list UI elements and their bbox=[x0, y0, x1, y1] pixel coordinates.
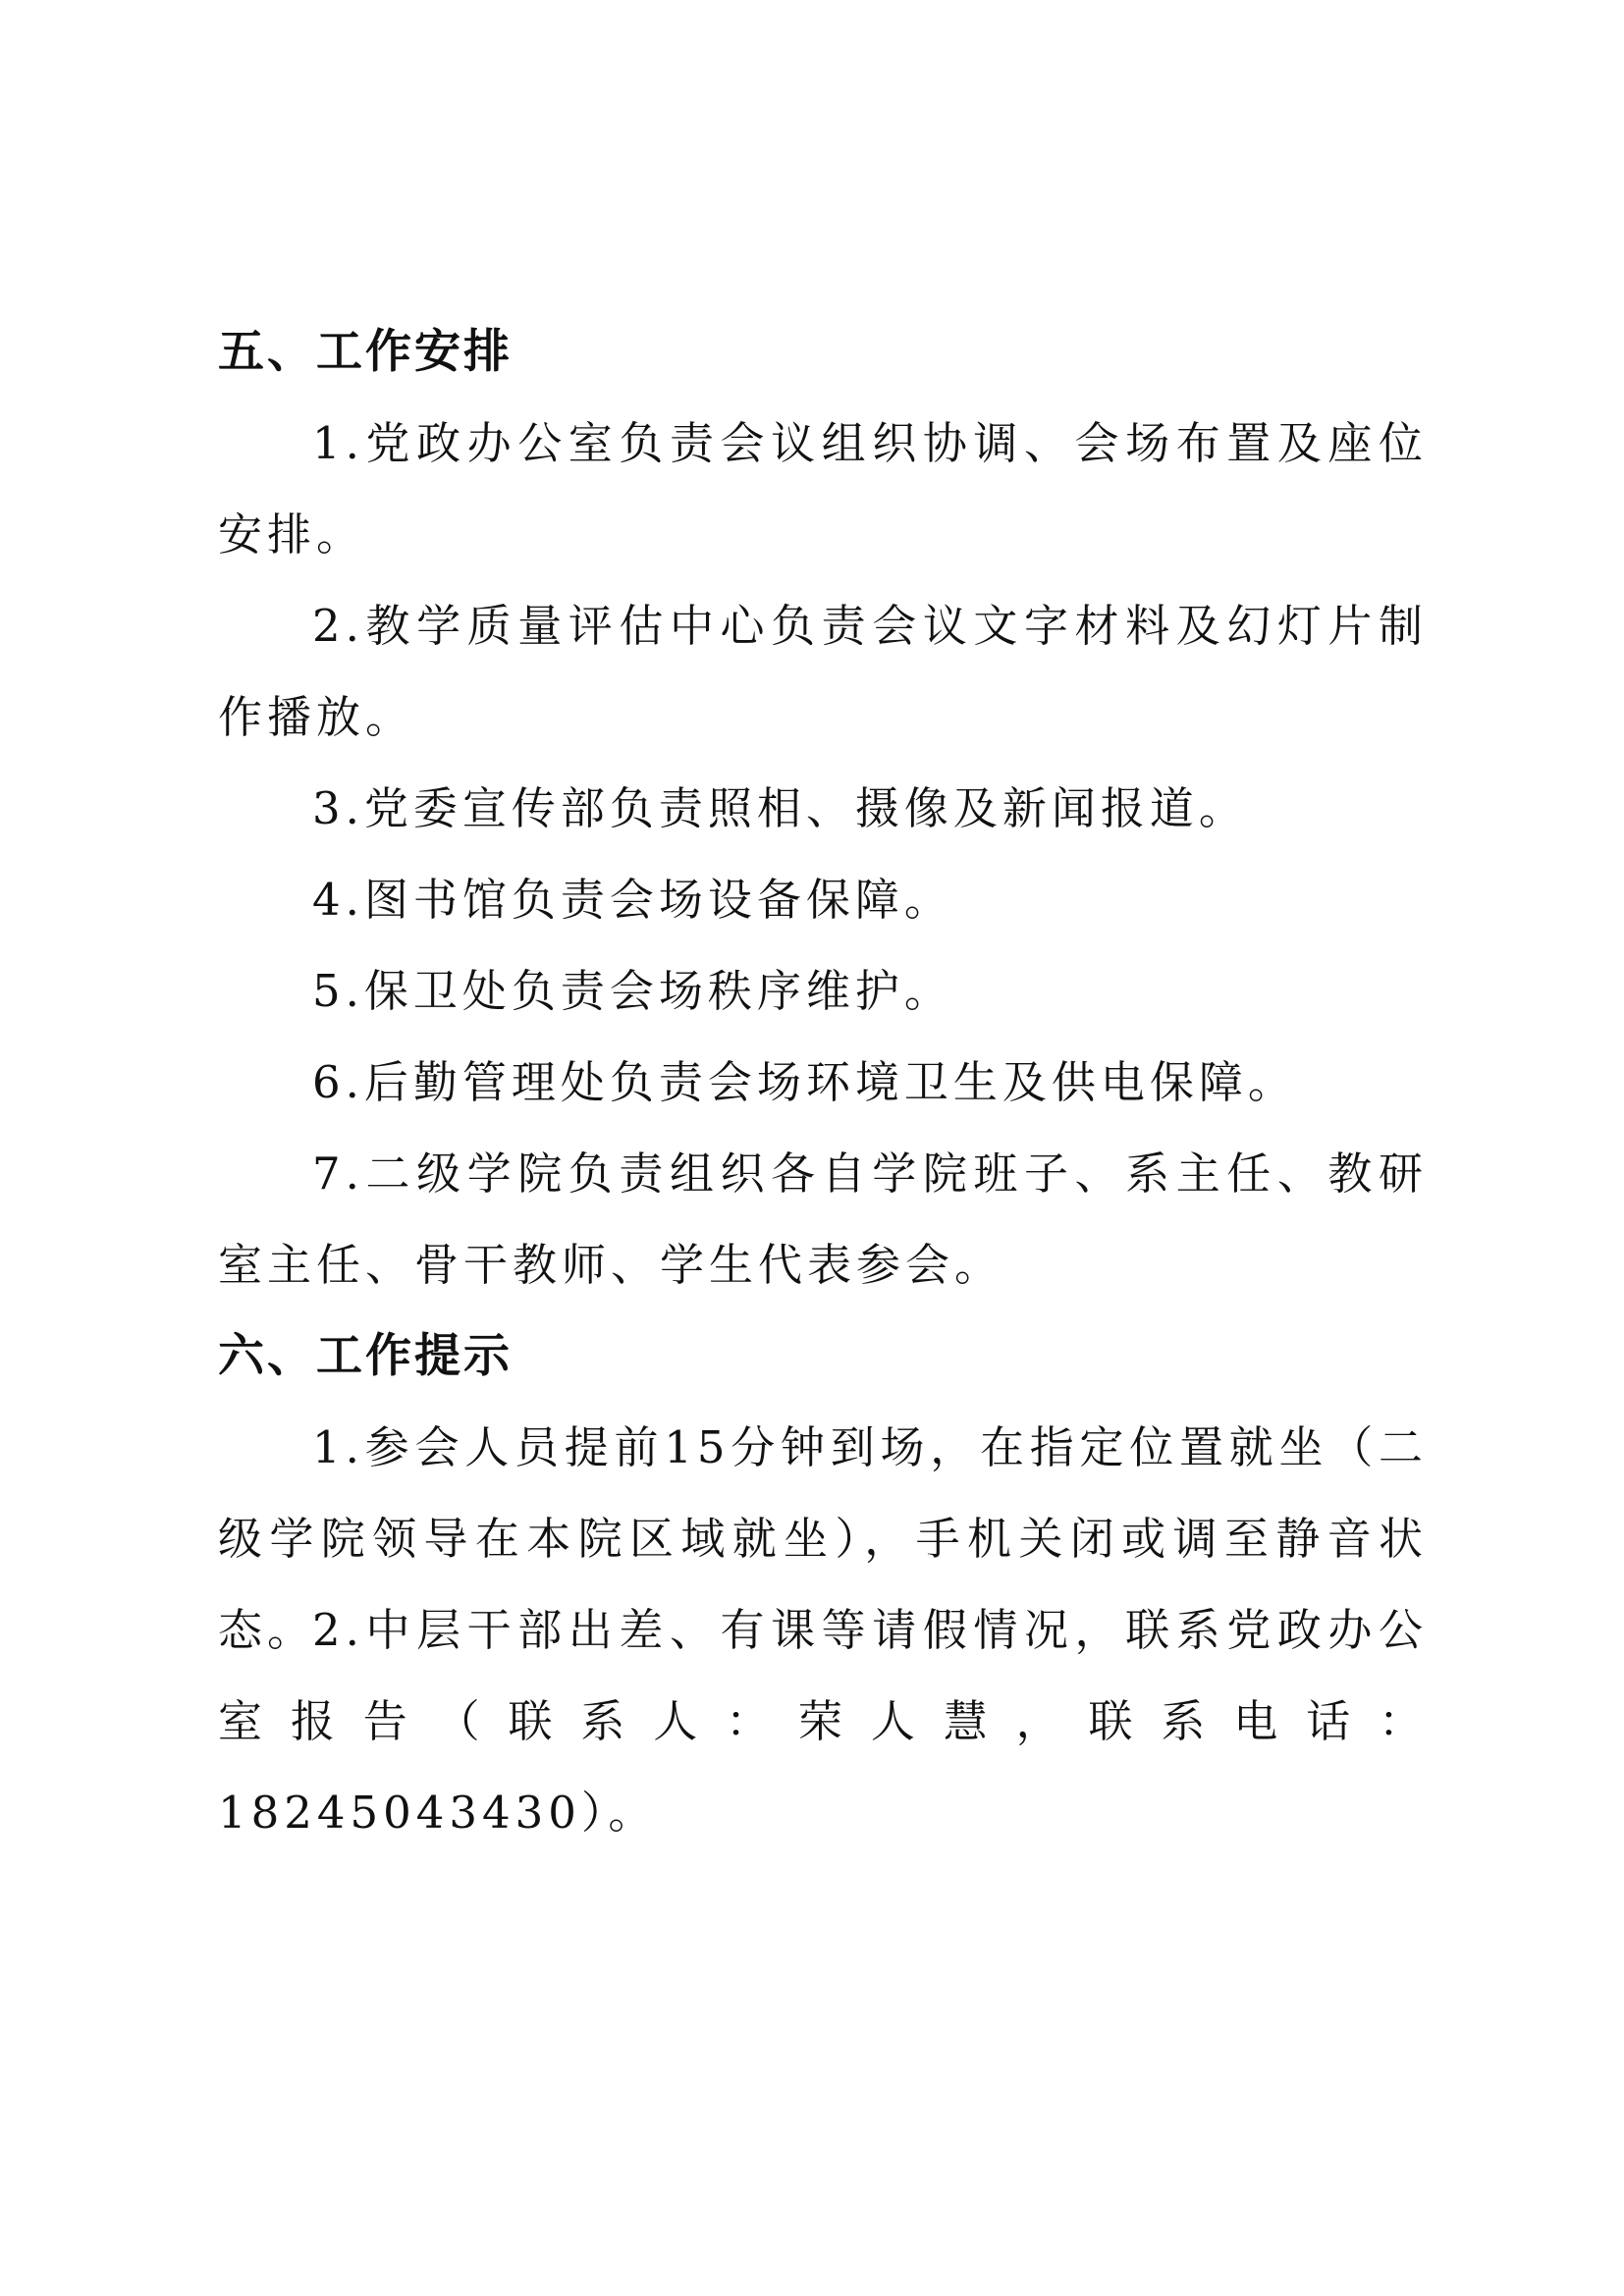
arrangement-item-1: 1.党政办公室负责会议组织协调、会场布置及座位安排。 bbox=[218, 417, 1428, 561]
arrangement-item-4: 4.图书馆负责会场设备保障。 bbox=[312, 874, 953, 926]
tips-item-2: 2.中层干部出差、有课等请假情况，联系党政办公室报告（联系人：荣人慧，联系电话：18245043430）。 bbox=[218, 1604, 1428, 1839]
section-heading-work-arrangement: 五、工作安排 bbox=[218, 325, 513, 379]
document-body bbox=[218, 306, 1428, 1839]
arrangement-item-3: 3.党委宣传部负责照相、摄像及新闻报道。 bbox=[312, 782, 1248, 834]
arrangement-item-6: 6.后勤管理处负责会场环境卫生及供电保障。 bbox=[312, 1056, 1297, 1108]
arrangement-item-7: 7.二级学院负责组织各自学院班子、系主任、教研室主任、骨干教师、学生代表参会。 bbox=[218, 1148, 1428, 1291]
arrangement-item-5: 5.保卫处负责会场秩序维护。 bbox=[312, 965, 953, 1017]
tips-item-1: 1.参会人员提前15分钟到场，在指定位置就坐（二级学院领导在本院区域就坐），手机关闭或调至静音状态。 bbox=[218, 1421, 1428, 1656]
arrangement-item-2: 2.教学质量评估中心负责会议文字材料及幻灯片制作播放。 bbox=[218, 600, 1428, 743]
section-heading-work-tips: 六、工作提示 bbox=[218, 1329, 513, 1383]
